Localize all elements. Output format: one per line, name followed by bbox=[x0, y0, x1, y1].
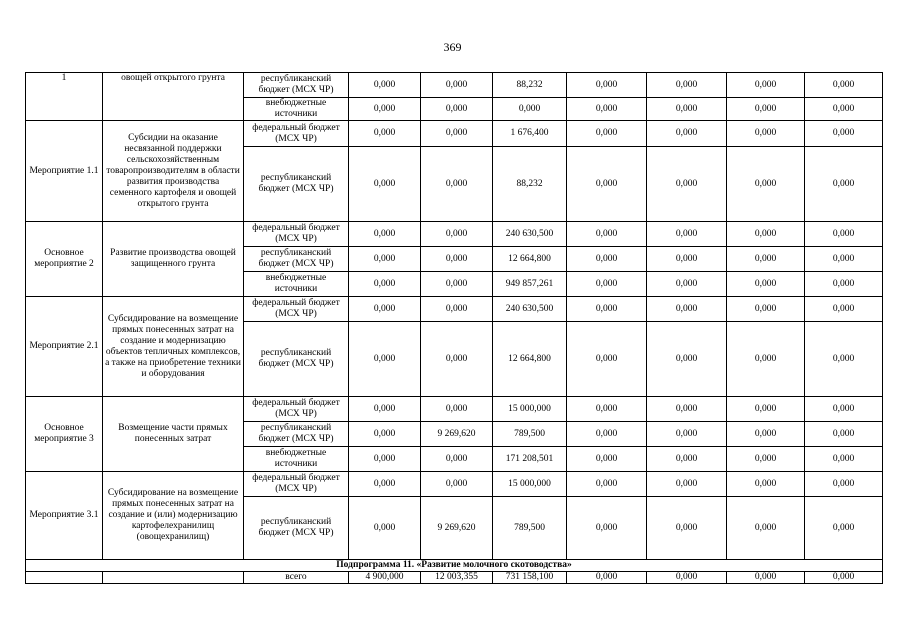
amount-cell: 0,000 bbox=[349, 98, 421, 121]
amount-cell: 0,000 bbox=[805, 73, 883, 98]
amount-cell: 0,000 bbox=[567, 447, 647, 472]
amount-cell: 0,000 bbox=[727, 147, 805, 222]
funding-source-cell: федеральный бюджет (МСХ ЧР) bbox=[244, 472, 349, 497]
amount-cell: 0,000 bbox=[567, 247, 647, 272]
amount-cell: 240 630,500 bbox=[493, 297, 567, 322]
amount-cell: 0,000 bbox=[805, 121, 883, 147]
funding-source-cell: федеральный бюджет (МСХ ЧР) bbox=[244, 297, 349, 322]
amount-cell: 0,000 bbox=[567, 98, 647, 121]
amount-cell: 0,000 bbox=[567, 297, 647, 322]
amount-cell: 0,000 bbox=[727, 121, 805, 147]
amount-cell: 0,000 bbox=[349, 147, 421, 222]
amount-cell: 0,000 bbox=[647, 272, 727, 297]
table-row bbox=[26, 222, 883, 247]
amount-cell: 0,000 bbox=[349, 447, 421, 472]
page-number: 369 bbox=[443, 40, 462, 54]
amount-cell: 0,000 bbox=[421, 297, 493, 322]
amount-cell: 12 664,800 bbox=[493, 322, 567, 397]
amount-cell: 0,000 bbox=[567, 322, 647, 397]
amount-cell: 0,000 bbox=[421, 272, 493, 297]
amount-cell: 789,500 bbox=[493, 422, 567, 447]
total-amount-cell: 12 003,355 bbox=[421, 572, 493, 584]
total-amount-cell: 731 158,100 bbox=[493, 572, 567, 584]
budget-table bbox=[25, 72, 883, 584]
amount-cell: 0,000 bbox=[727, 272, 805, 297]
event-number-cell: Мероприятие 2.1 bbox=[26, 297, 103, 397]
table-row bbox=[26, 472, 883, 497]
amount-cell: 0,000 bbox=[805, 147, 883, 222]
amount-cell: 0,000 bbox=[349, 297, 421, 322]
amount-cell: 0,000 bbox=[727, 422, 805, 447]
amount-cell: 0,000 bbox=[421, 447, 493, 472]
amount-cell: 0,000 bbox=[647, 247, 727, 272]
funding-source-cell: республиканский бюджет (МСХ ЧР) bbox=[244, 73, 349, 98]
total-label-cell: всего bbox=[244, 572, 349, 584]
empty-cell bbox=[103, 572, 244, 584]
total-amount-cell: 0,000 bbox=[567, 572, 647, 584]
amount-cell: 0,000 bbox=[421, 222, 493, 247]
amount-cell: 0,000 bbox=[647, 297, 727, 322]
amount-cell: 0,000 bbox=[727, 322, 805, 397]
amount-cell: 15 000,000 bbox=[493, 472, 567, 497]
event-description-cell: Возмещение части прямых понесенных затрат bbox=[103, 397, 244, 472]
event-description-cell: Развитие производства овощей защищенного грунта bbox=[103, 222, 244, 297]
amount-cell: 0,000 bbox=[349, 422, 421, 447]
amount-cell: 0,000 bbox=[727, 73, 805, 98]
amount-cell: 0,000 bbox=[647, 497, 727, 560]
amount-cell: 789,500 bbox=[493, 497, 567, 560]
total-amount-cell: 4 900,000 bbox=[349, 572, 421, 584]
amount-cell: 0,000 bbox=[567, 422, 647, 447]
amount-cell: 88,232 bbox=[493, 73, 567, 98]
amount-cell: 0,000 bbox=[349, 121, 421, 147]
amount-cell: 0,000 bbox=[805, 222, 883, 247]
amount-cell: 1 676,400 bbox=[493, 121, 567, 147]
amount-cell: 0,000 bbox=[727, 222, 805, 247]
amount-cell: 0,000 bbox=[421, 147, 493, 222]
amount-cell: 0,000 bbox=[647, 121, 727, 147]
subprogram-row bbox=[26, 560, 883, 572]
subprogram-title: Подпрограмма 11. «Развитие молочного скотоводства» bbox=[26, 560, 883, 572]
amount-cell: 240 630,500 bbox=[493, 222, 567, 247]
event-description-cell: овощей открытого грунта bbox=[103, 73, 244, 121]
funding-source-cell: федеральный бюджет (МСХ ЧР) bbox=[244, 222, 349, 247]
amount-cell: 0,000 bbox=[727, 497, 805, 560]
amount-cell: 0,000 bbox=[349, 272, 421, 297]
funding-source-cell: республиканский бюджет (МСХ ЧР) bbox=[244, 147, 349, 222]
amount-cell: 0,000 bbox=[727, 447, 805, 472]
event-description-cell: Субсидирование на возмещение прямых понесенных затрат на создание и модернизацию объектов тепличных комплексов, а также на приобретение техники и оборудования bbox=[103, 297, 244, 397]
table-row bbox=[26, 297, 883, 322]
amount-cell: 0,000 bbox=[805, 272, 883, 297]
amount-cell: 0,000 bbox=[567, 472, 647, 497]
amount-cell: 0,000 bbox=[567, 147, 647, 222]
funding-source-cell: республиканский бюджет (МСХ ЧР) bbox=[244, 247, 349, 272]
amount-cell: 0,000 bbox=[349, 497, 421, 560]
event-description-cell: Субсидии на оказание несвязанной поддержки сельскохозяйственным товаропроизводителям в области развития производства семенного картофеля и овощей открытого грунта bbox=[103, 121, 244, 222]
amount-cell: 0,000 bbox=[421, 121, 493, 147]
funding-source-cell: федеральный бюджет (МСХ ЧР) bbox=[244, 397, 349, 422]
amount-cell: 15 000,000 bbox=[493, 397, 567, 422]
funding-source-cell: внебюджетные источники bbox=[244, 447, 349, 472]
amount-cell: 9 269,620 bbox=[421, 422, 493, 447]
funding-source-cell: республиканский бюджет (МСХ ЧР) bbox=[244, 497, 349, 560]
amount-cell: 0,000 bbox=[421, 322, 493, 397]
amount-cell: 0,000 bbox=[421, 98, 493, 121]
amount-cell: 88,232 bbox=[493, 147, 567, 222]
funding-source-cell: внебюджетные источники bbox=[244, 98, 349, 121]
table-row bbox=[26, 397, 883, 422]
funding-source-cell: республиканский бюджет (МСХ ЧР) bbox=[244, 322, 349, 397]
amount-cell: 0,000 bbox=[805, 497, 883, 560]
event-number-cell: 1 bbox=[26, 73, 103, 121]
amount-cell: 0,000 bbox=[349, 472, 421, 497]
funding-source-cell: республиканский бюджет (МСХ ЧР) bbox=[244, 422, 349, 447]
amount-cell: 0,000 bbox=[805, 98, 883, 121]
event-number-cell: Мероприятие 3.1 bbox=[26, 472, 103, 560]
amount-cell: 0,000 bbox=[805, 247, 883, 272]
amount-cell: 0,000 bbox=[567, 272, 647, 297]
amount-cell: 0,000 bbox=[727, 297, 805, 322]
amount-cell: 0,000 bbox=[647, 397, 727, 422]
amount-cell: 0,000 bbox=[567, 222, 647, 247]
amount-cell: 0,000 bbox=[567, 121, 647, 147]
amount-cell: 0,000 bbox=[349, 222, 421, 247]
amount-cell: 0,000 bbox=[349, 397, 421, 422]
amount-cell: 0,000 bbox=[567, 73, 647, 98]
table-row bbox=[26, 121, 883, 147]
event-description-cell: Субсидирование на возмещение прямых понесенных затрат на создание и (или) модернизацию картофелехранилищ (овощехранилищ) bbox=[103, 472, 244, 560]
amount-cell: 0,000 bbox=[727, 247, 805, 272]
funding-source-cell: внебюджетные источники bbox=[244, 272, 349, 297]
amount-cell: 0,000 bbox=[805, 422, 883, 447]
total-row bbox=[26, 572, 883, 584]
total-amount-cell: 0,000 bbox=[727, 572, 805, 584]
amount-cell: 0,000 bbox=[647, 472, 727, 497]
amount-cell: 0,000 bbox=[805, 397, 883, 422]
amount-cell: 0,000 bbox=[647, 98, 727, 121]
amount-cell: 0,000 bbox=[647, 73, 727, 98]
amount-cell: 0,000 bbox=[567, 497, 647, 560]
amount-cell: 0,000 bbox=[805, 322, 883, 397]
amount-cell: 0,000 bbox=[805, 447, 883, 472]
amount-cell: 0,000 bbox=[493, 98, 567, 121]
total-amount-cell: 0,000 bbox=[805, 572, 883, 584]
amount-cell: 171 208,501 bbox=[493, 447, 567, 472]
empty-cell bbox=[26, 572, 103, 584]
amount-cell: 0,000 bbox=[805, 297, 883, 322]
amount-cell: 0,000 bbox=[647, 322, 727, 397]
amount-cell: 9 269,620 bbox=[421, 497, 493, 560]
amount-cell: 0,000 bbox=[647, 447, 727, 472]
amount-cell: 0,000 bbox=[421, 73, 493, 98]
amount-cell: 0,000 bbox=[421, 247, 493, 272]
funding-source-cell: федеральный бюджет (МСХ ЧР) bbox=[244, 121, 349, 147]
table-row bbox=[26, 73, 883, 98]
amount-cell: 0,000 bbox=[647, 422, 727, 447]
amount-cell: 0,000 bbox=[567, 397, 647, 422]
amount-cell: 0,000 bbox=[421, 472, 493, 497]
amount-cell: 0,000 bbox=[647, 147, 727, 222]
event-number-cell: Основное мероприятие 3 bbox=[26, 397, 103, 472]
amount-cell: 0,000 bbox=[727, 397, 805, 422]
amount-cell: 0,000 bbox=[647, 222, 727, 247]
amount-cell: 12 664,800 bbox=[493, 247, 567, 272]
total-amount-cell: 0,000 bbox=[647, 572, 727, 584]
amount-cell: 0,000 bbox=[727, 98, 805, 121]
amount-cell: 949 857,261 bbox=[493, 272, 567, 297]
event-number-cell: Основное мероприятие 2 bbox=[26, 222, 103, 297]
event-number-cell: Мероприятие 1.1 bbox=[26, 121, 103, 222]
amount-cell: 0,000 bbox=[421, 397, 493, 422]
amount-cell: 0,000 bbox=[349, 247, 421, 272]
amount-cell: 0,000 bbox=[349, 73, 421, 98]
amount-cell: 0,000 bbox=[805, 472, 883, 497]
amount-cell: 0,000 bbox=[349, 322, 421, 397]
amount-cell: 0,000 bbox=[727, 472, 805, 497]
